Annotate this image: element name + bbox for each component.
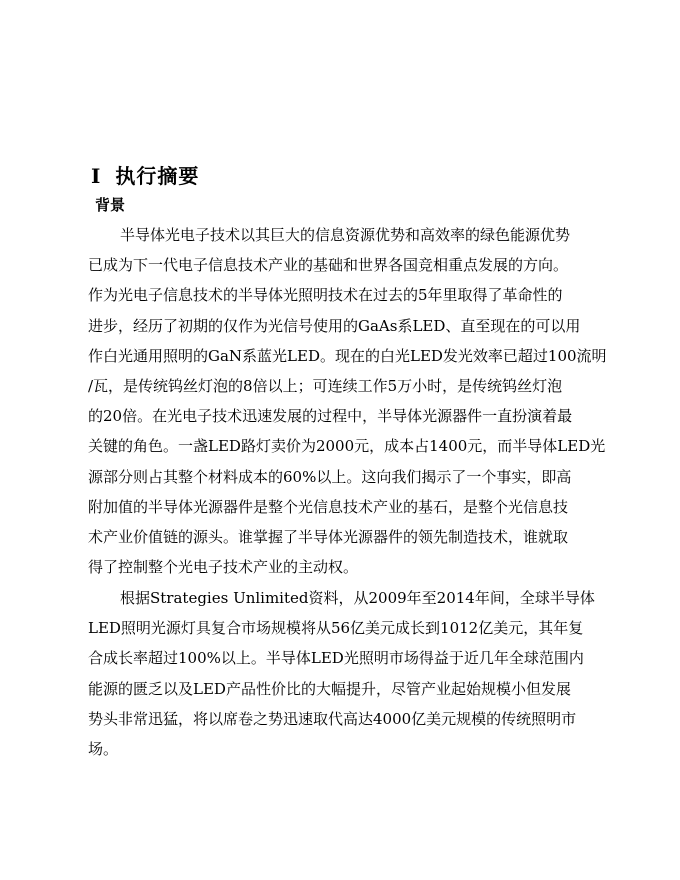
paragraph-line: 作为光电子信息技术的半导体光照明技术在过去的5年里取得了革命性的 (88, 286, 563, 305)
paragraph-line: 合成长率超过100%以上。半导体LED光照明市场得益于近几年全球范围内 (88, 649, 584, 668)
paragraph-line: 场。 (88, 739, 119, 758)
paragraph-line: 半导体光电子技术以其巨大的信息资源优势和高效率的绿色能源优势 (120, 226, 571, 244)
paragraph-line: 源部分则占其整个材料成本的60%以上。这向我们揭示了一个事实，即高 (88, 467, 572, 486)
paragraph-line: 附加值的半导体光源器件是整个光信息技术产业的基石，是整个光信息技 (88, 497, 569, 516)
subsection-title: 背景 (95, 196, 126, 214)
paragraph-line: 关键的角色。一盏LED路灯卖价为2000元，成本占1400元，而半导体LED光 (88, 437, 606, 456)
paragraph-line: 得了控制整个光电子技术产业的主动权。 (88, 558, 359, 577)
paragraph-line: 的20倍。在光电子技术迅速发展的过程中，半导体光源器件一直扮演着最 (88, 407, 573, 426)
paragraph-line: 能源的匮乏以及LED产品性价比的大幅提升，尽管产业起始规模小但发展 (88, 679, 571, 698)
paragraph-line: 术产业价值链的源头。谁掌握了半导体光源器件的领先制造技术，谁就取 (88, 527, 569, 546)
paragraph-line: 已成为下一代电子信息技术产业的基础和世界各国竞相重点发展的方向。 (88, 256, 569, 275)
paragraph-line: 势头非常迅猛，将以席卷之势迅速取代高达4000亿美元规模的传统照明市 (88, 709, 577, 728)
paragraph-background (88, 220, 607, 582)
paragraph-line: LED照明光源灯具复合市场规模将从56亿美元成长到1012亿美元，其年复 (88, 619, 584, 638)
section-heading (91, 160, 199, 189)
section-numeral: I (91, 164, 102, 188)
paragraph-market (88, 583, 598, 764)
section-title: 执行摘要 (115, 164, 200, 188)
paragraph-line: /瓦，是传统钨丝灯泡的8倍以上；可连续工作5万小时，是传统钨丝灯泡 (88, 376, 563, 395)
paragraph-line: 作白光通用照明的GaN系蓝光LED。现在的白光LED发光效率已超过100流明 (88, 346, 607, 365)
paragraph-line: 进步，经历了初期的仅作为光信号使用的GaAs系LED、直至现在的可以用 (88, 316, 581, 335)
paragraph-line: 根据Strategies Unlimited资料，从2009年至2014年间，全球半导体 (120, 589, 595, 607)
